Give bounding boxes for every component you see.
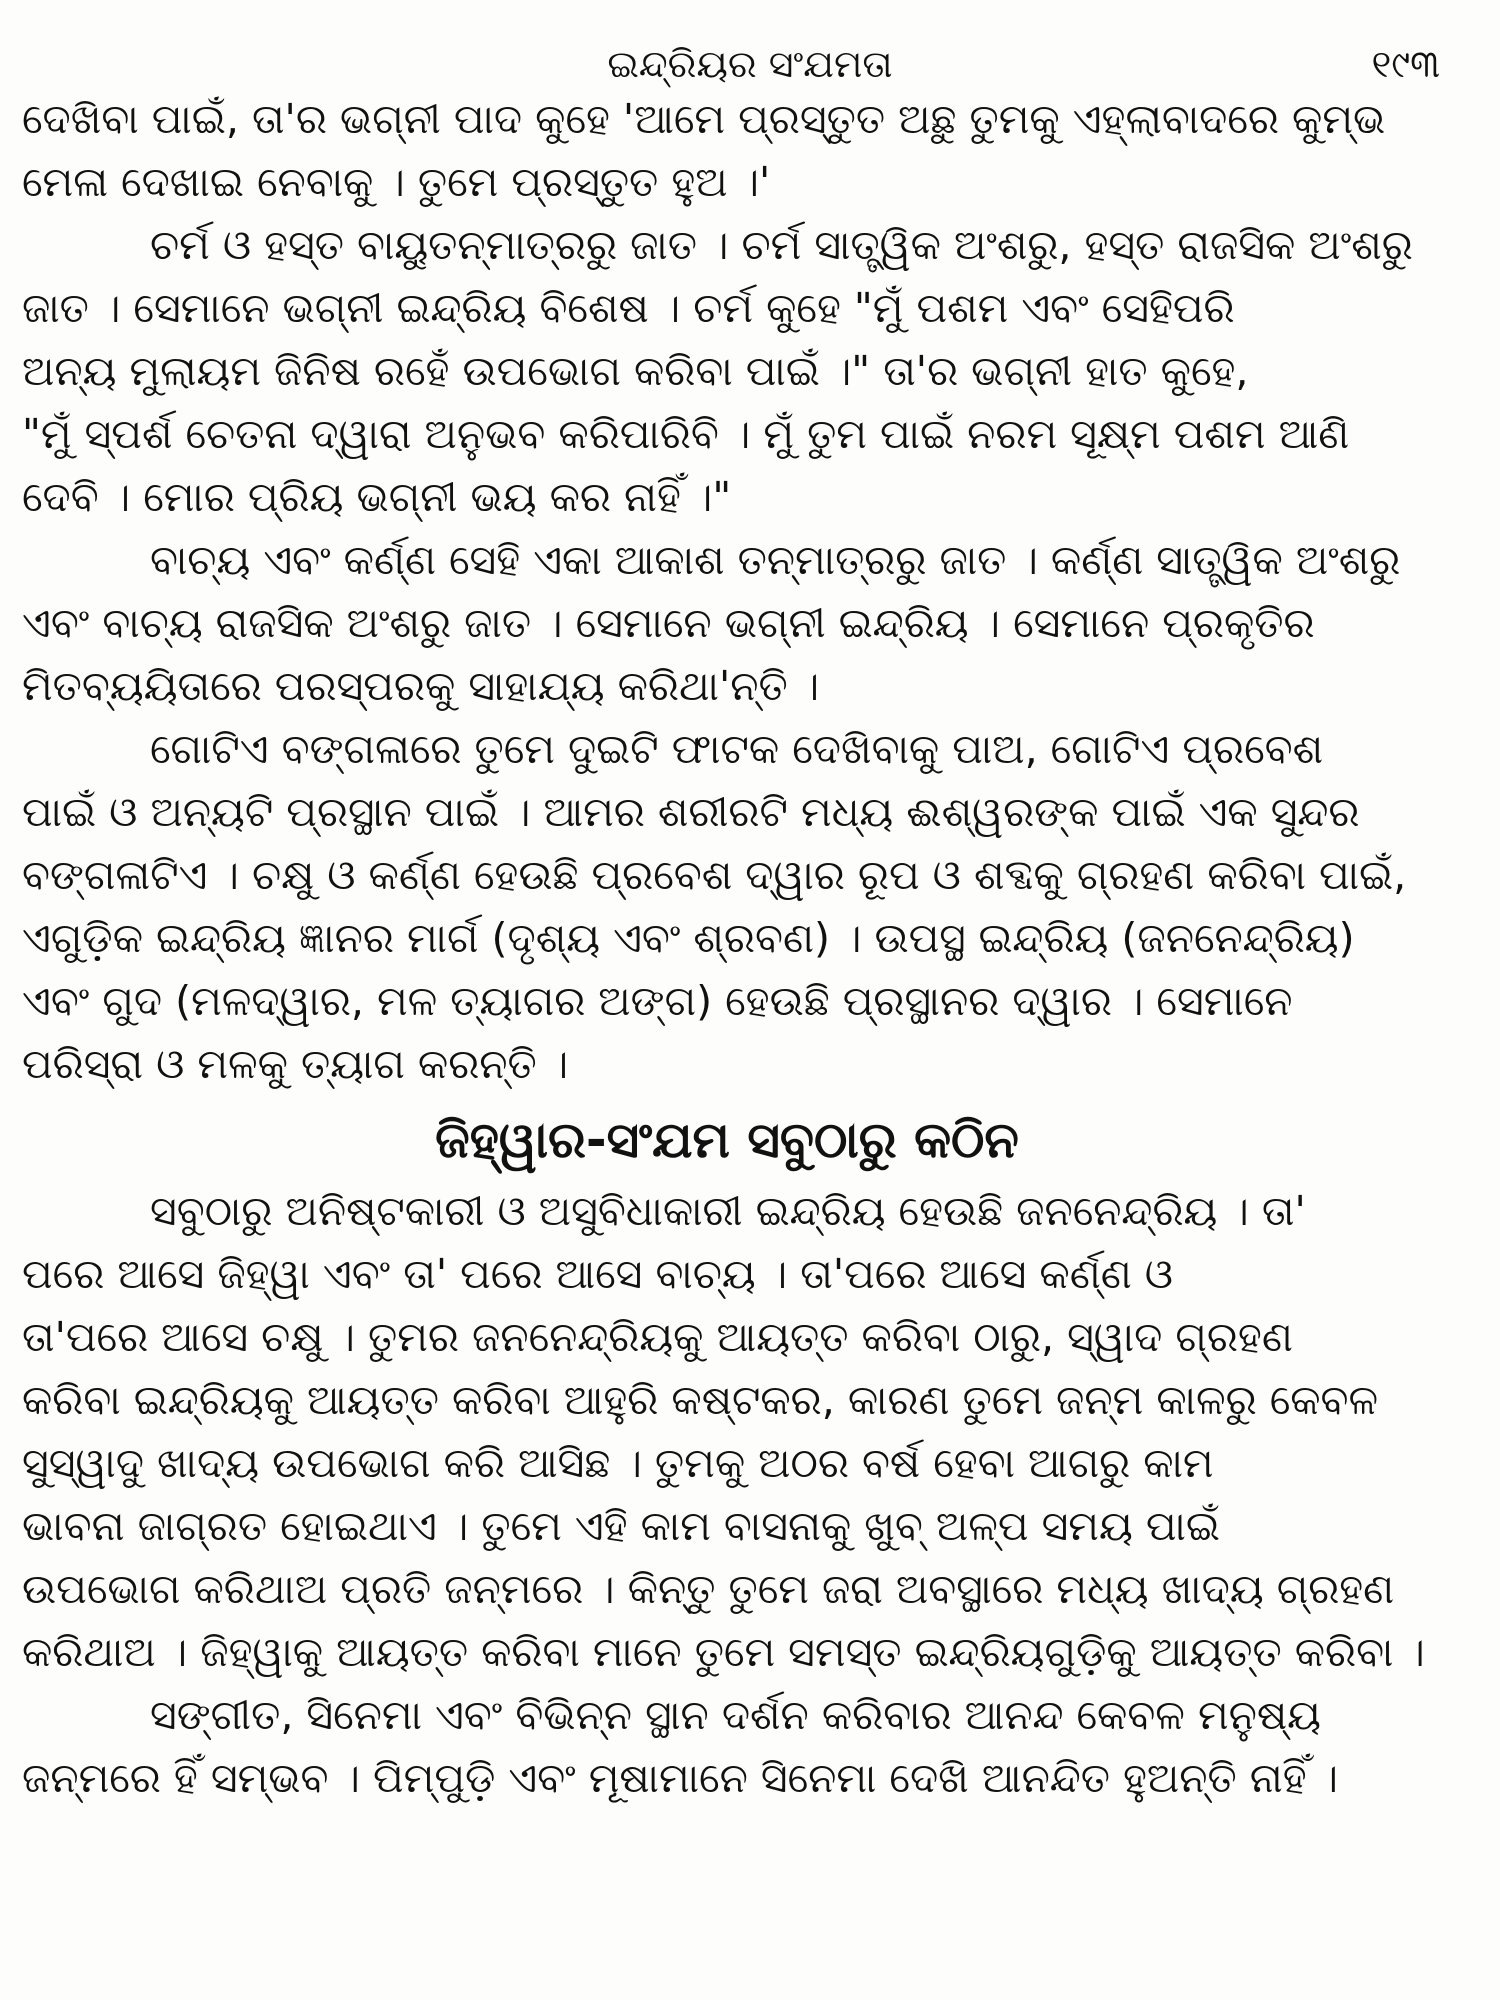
text-line: ପରେ ଆସେ ଜିହ୍ୱା ଏବଂ ତା' ପରେ ଆସେ ବାଚ୍ୟ । ତା'ପରେ ଆସେ କର୍ଣ୍ଣ ଓ [22,1250,1174,1298]
text-line: କରିବା ଇନ୍ଦ୍ରିୟକୁ ଆୟତ୍ତ କରିବା ଆହୁରି କଷ୍ଟକର, କାରଣ ତୁମେ ଜନ୍ମ କାଳରୁ କେବଳ [22,1376,1379,1424]
text-line: ବଙ୍ଗଳାଟିଏ । ଚକ୍ଷୁ ଓ କର୍ଣ୍ଣ ହେଉଛି ପ୍ରବେଶ ଦ୍ୱାର ରୂପ ଓ ଶବ୍ଦକୁ ଗ୍ରହଣ କରିବା ପାଇଁ, [22,851,1407,899]
paragraph-start-line: ସଙ୍ଗୀତ, ସିନେମା ଏବଂ ବିଭିନ୍ନ ସ୍ଥାନ ଦର୍ଶନ କରିବାର ଆନନ୍ଦ କେବଳ ମନୁଷ୍ୟ [150,1691,1321,1739]
text-line: ତା'ପରେ ଆସେ ଚକ୍ଷୁ । ତୁମର ଜନନେନ୍ଦ୍ରିୟକୁ ଆୟତ୍ତ କରିବା ଠାରୁ, ସ୍ୱାଦ ଗ୍ରହଣ [22,1313,1293,1361]
text-line: ଜାତ । ସେମାନେ ଭଗ୍ନୀ ଇନ୍ଦ୍ରିୟ ବିଶେଷ । ଚର୍ମ କୁହେ "ମୁଁ ପଶମ ଏବଂ ସେହିପରି [22,284,1235,332]
section-heading: ଜିହ୍ୱାର-ସଂଯମ ସବୁଠାରୁ କଠିନ [435,1111,1019,1169]
text-line: ପରିସ୍ରା ଓ ମଳକୁ ତ୍ୟାଗ କରନ୍ତି । [22,1040,569,1088]
text-line: ଉପଭୋଗ କରିଥାଅ ପ୍ରତି ଜନ୍ମରେ । କିନ୍ତୁ ତୁମେ ଜରା ଅବସ୍ଥାରେ ମଧ୍ୟ ଖାଦ୍ୟ ଗ୍ରହଣ [22,1565,1395,1613]
text-line: ମିତବ୍ୟୟିତାରେ ପରସ୍ପରକୁ ସାହାଯ୍ୟ କରିଥା'ନ୍ତି । [22,662,820,710]
text-line: ଦେଖିବା ପାଇଁ, ତା'ର ଭଗ୍ନୀ ପାଦ କୁହେ 'ଆମେ ପ୍ରସ୍ତୁତ ଅଛୁ ତୁମକୁ ଏହ୍ଲାବାଦରେ କୁମ୍ଭ [22,95,1386,143]
text-line: ଏବଂ ଗୁଦ (ମଳଦ୍ୱାର, ମଳ ତ୍ୟାଗର ଅଙ୍ଗ) ହେଉଛି ପ୍ରସ୍ଥାନର ଦ୍ୱାର । ସେମାନେ [22,977,1293,1025]
running-title: ଇନ୍ଦ୍ରିୟର ସଂଯମତା [607,42,893,86]
text-line: ପାଇଁ ଓ ଅନ୍ୟଟି ପ୍ରସ୍ଥାନ ପାଇଁ । ଆମର ଶରୀରଟି ମଧ୍ୟ ଈଶ୍ୱରଙ୍କ ପାଇଁ ଏକ ସୁନ୍ଦର [22,788,1360,836]
text-line: ସୁସ୍ୱାଦୁ ଖାଦ୍ୟ ଉପଭୋଗ କରି ଆସିଛ । ତୁମକୁ ଅଠର ବର୍ଷ ହେବା ଆଗରୁ କାମ [22,1439,1214,1487]
page-header [0,34,1500,94]
paragraph-start-line: ବାଚ୍ୟ ଏବଂ କର୍ଣ୍ଣ ସେହି ଏକା ଆକାଶ ତନ୍ମାତ୍ରରୁ ଜାତ । କର୍ଣ୍ଣ ସାତ୍ତ୍ୱିକ ଅଂଶରୁ [150,536,1401,584]
paragraph-start-line: ସବୁଠାରୁ ଅନିଷ୍ଟକାରୀ ଓ ଅସୁବିଧାକାରୀ ଇନ୍ଦ୍ରିୟ ହେଉଛି ଜନନେନ୍ଦ୍ରିୟ । ତା' [150,1187,1306,1235]
body-text [22,88,1432,1810]
text-line: ଜନ୍ମରେ ହିଁ ସମ୍ଭବ । ପିମ୍ପୁଡ଼ି ଏବଂ ମୂଷାମାନେ ସିନେମା ଦେଖି ଆନନ୍ଦିତ ହୁଅନ୍ତି ନାହିଁ । [22,1754,1339,1802]
text-line: "ମୁଁ ସ୍ପର୍ଶ ଚେତନା ଦ୍ୱାରା ଅନୁଭବ କରିପାରିବି । ମୁଁ ତୁମ ପାଇଁ ନରମ ସୂକ୍ଷ୍ମ ପଶମ ଆଣି [22,410,1350,458]
text-line: ଅନ୍ୟ ମୁଲାୟମ ଜିନିଷ ରହେଁ ଉପଭୋଗ କରିବା ପାଇଁ ।" ତା'ର ଭଗ୍ନୀ ହାତ କୁହେ, [22,347,1249,395]
page-number: ୧୯୩ [1371,42,1440,86]
paragraph-start-line: ଚର୍ମ ଓ ହସ୍ତ ବାୟୁତନ୍ମାତ୍ରରୁ ଜାତ । ଚର୍ମ ସାତ୍ତ୍ୱିକ ଅଂଶରୁ, ହସ୍ତ ରାଜସିକ ଅଂଶରୁ [150,221,1413,269]
text-line: ଦେବି । ମୋର ପ୍ରିୟ ଭଗ୍ନୀ ଭୟ କର ନାହିଁ ।" [22,473,732,521]
paragraph-start-line: ଗୋଟିଏ ବଙ୍ଗଳାରେ ତୁମେ ଦୁଇଟି ଫାଟକ ଦେଖିବାକୁ ପାଅ, ଗୋଟିଏ ପ୍ରବେଶ [150,725,1324,773]
text-line: କରିଥାଅ । ଜିହ୍ୱାକୁ ଆୟତ୍ତ କରିବା ମାନେ ତୁମେ ସମସ୍ତ ଇନ୍ଦ୍ରିୟଗୁଡ଼ିକୁ ଆୟତ୍ତ କରିବା । [22,1628,1425,1676]
text-line: ଏବଂ ବାଚ୍ୟ ରାଜସିକ ଅଂଶରୁ ଜାତ । ସେମାନେ ଭଗ୍ନୀ ଇନ୍ଦ୍ରିୟ । ସେମାନେ ପ୍ରକୃତିର [22,599,1315,647]
text-line: ଏଗୁଡ଼ିକ ଇନ୍ଦ୍ରିୟ ଜ୍ଞାନର ମାର୍ଗ (ଦୃଶ୍ୟ ଏବଂ ଶ୍ରବଣ) । ଉପସ୍ଥ ଇନ୍ଦ୍ରିୟ (ଜନନେନ୍ଦ୍ରିୟ) [22,914,1355,962]
text-line: ମେଳା ଦେଖାଇ ନେବାକୁ । ତୁମେ ପ୍ରସ୍ତୁତ ହୁଅ ।' [22,158,771,206]
text-line: ଭାବନା ଜାଗ୍ରତ ହୋଇଥାଏ । ତୁମେ ଏହି କାମ ବାସନାକୁ ଖୁବ୍ ଅଳ୍ପ ସମୟ ପାଇଁ [22,1502,1220,1550]
